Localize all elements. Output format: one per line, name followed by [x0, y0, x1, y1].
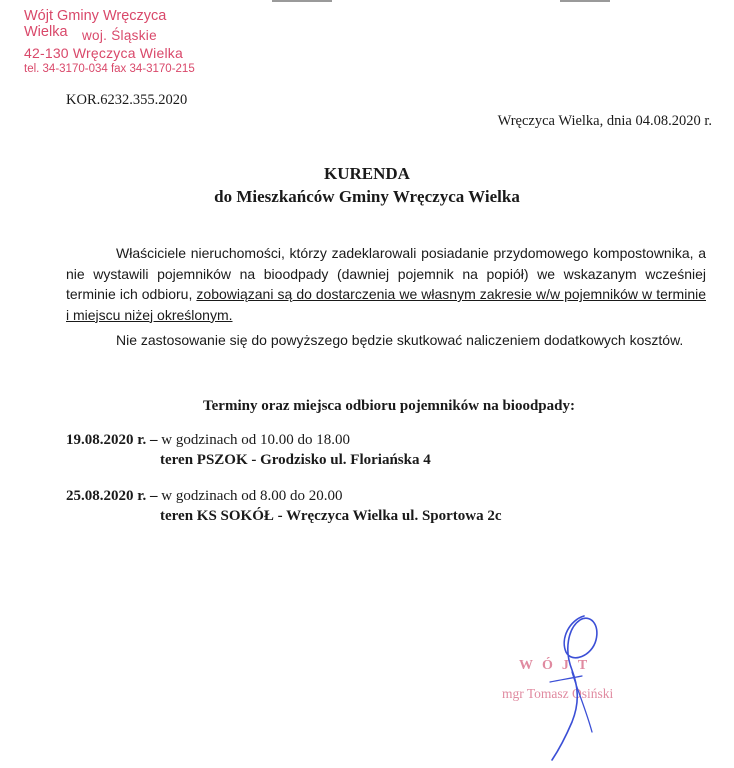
- scan-mark-top-1: [272, 0, 332, 2]
- handwritten-signature: [520, 610, 640, 768]
- terms-heading: Terminy oraz miejsca odbioru pojemników na bioodpady:: [203, 398, 575, 414]
- scan-mark-top-2: [560, 0, 610, 2]
- term-1-date: 19.08.2020 r. –: [66, 432, 158, 448]
- term-1-line: [66, 432, 350, 449]
- stamp-line-office: Wójt Gminy Wręczyca Wielka: [24, 8, 167, 40]
- document-subtitle: do Mieszkańców Gminy Wręczyca Wielka: [214, 187, 520, 206]
- term-2-hours: w godzinach od 8.00 do 20.00: [157, 488, 343, 504]
- signature-stamp-title: WÓJT: [519, 658, 597, 673]
- stamp-line-voivodeship: woj. Śląskie: [82, 28, 157, 43]
- paragraph-text: Właściciele nieruchomości, którzy zadeklarowali posiadanie przydomowego kompostownika, a nie wystawili pojemników na bioodpady (dawniej pojemnik na popiół) we wskazanym wcześniej terminie ich odbioru,: [66, 245, 706, 302]
- paragraph-underlined-text: zobowiązani są do dostarczenia we własnym zakresie w/w pojemników w terminie i miejscu niżej określonym.: [66, 286, 706, 323]
- term-2-date: 25.08.2020 r. –: [66, 488, 158, 504]
- consequence-paragraph: Nie zastosowanie się do powyższego będzie skutkować naliczeniem dodatkowych kosztów.: [116, 332, 684, 348]
- term-1-hours: w godzinach od 10.00 do 18.00: [157, 432, 351, 448]
- place-date: Wręczyca Wielka, dnia 04.08.2020 r.: [497, 113, 712, 129]
- stamp-line-address: 42-130 Wręczyca Wielka: [24, 45, 183, 61]
- term-2-line: [66, 488, 343, 505]
- main-paragraph: [66, 243, 706, 325]
- stamp-line-phone: tel. 34-3170-034 fax 34-3170-215: [24, 63, 195, 75]
- reference-number: KOR.6232.355.2020: [66, 92, 188, 108]
- term-1-place: teren PSZOK - Grodzisko ul. Floriańska 4: [160, 452, 431, 468]
- document-title: KURENDA: [324, 164, 410, 183]
- signature-stamp-name: mgr Tomasz Osiński: [502, 686, 614, 701]
- term-2-place: teren KS SOKÓŁ - Wręczyca Wielka ul. Sportowa 2c: [160, 508, 502, 524]
